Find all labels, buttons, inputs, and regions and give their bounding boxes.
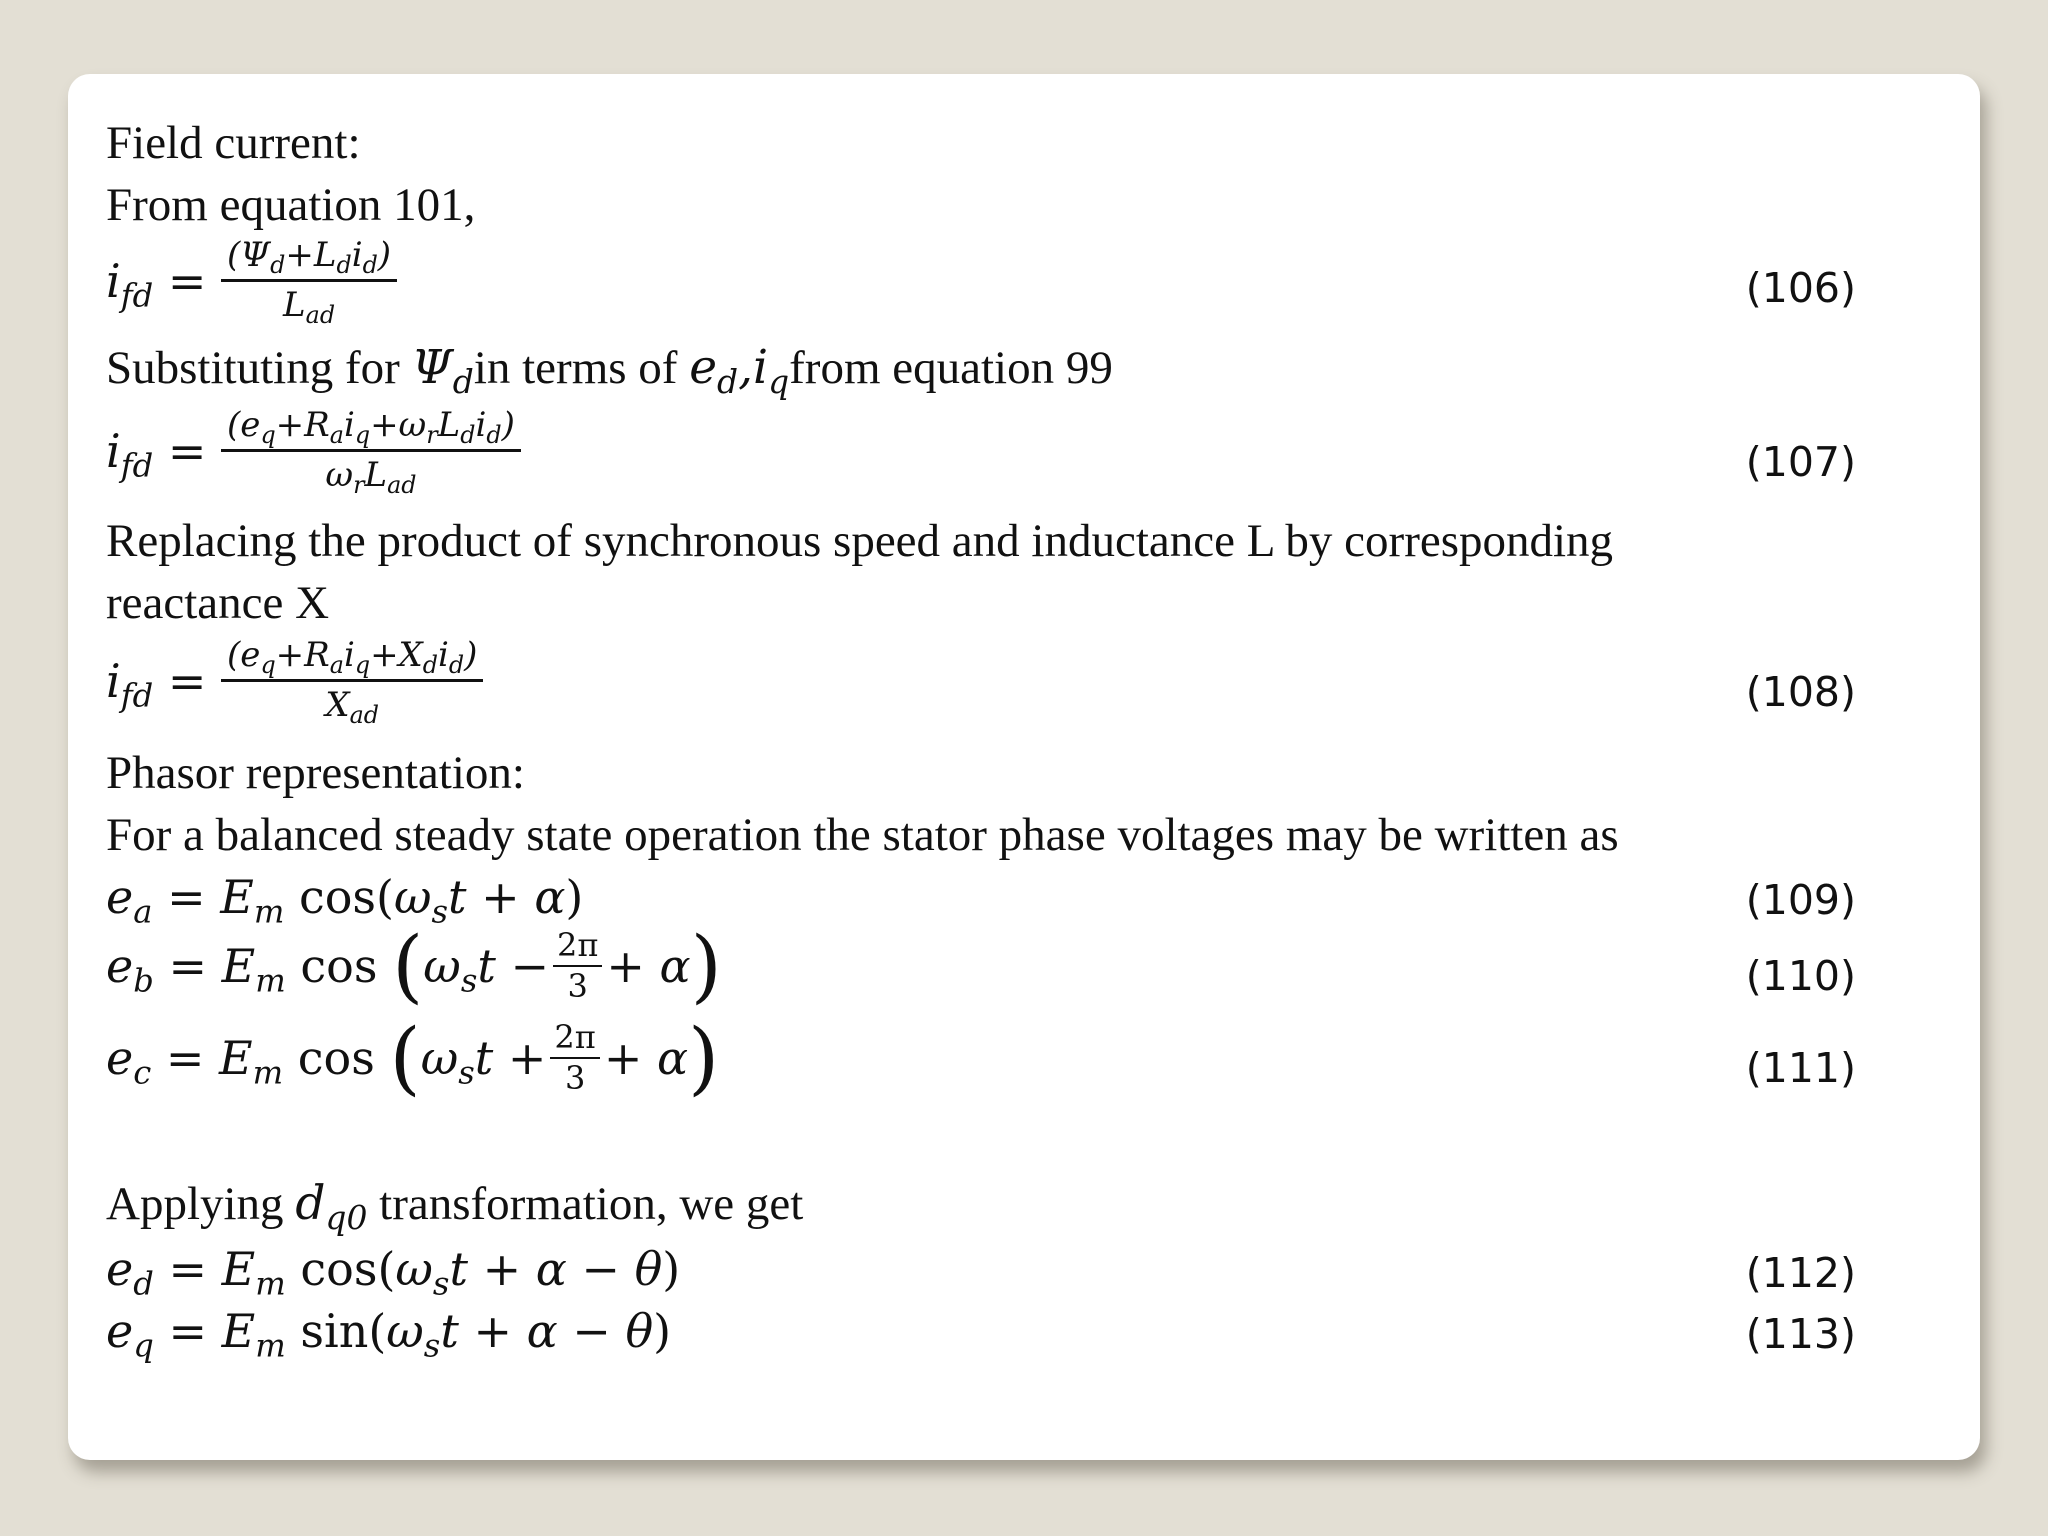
substituting-suffix: from equation 99 [789,342,1113,394]
equation-111: $e_c = E_m$ $\cos (\omega_st$ + $\frac{2\pi}{3}$ + α) [106,1011,720,1104]
equation-number-113: (113) [1745,1310,1856,1358]
cos-112: cos [300,1242,378,1296]
phasor-text: Phasor representation: [106,747,525,799]
equation-number-109: (109) [1745,876,1856,924]
two-pi-over-three-111 [550,1017,599,1097]
three-110: 3 [567,967,588,1005]
equation-113: $e_q = E_m$ $\sin(\omega_st + \alpha - \theta)$ [106,1304,672,1365]
fraction-106: $\frac{(\Psi_d+L_di_d)}{L_{ad}}$ [221,236,397,325]
field-current-text: Field current: [106,117,361,169]
equation-number-106: (106) [1745,264,1856,312]
three-111: 3 [564,1059,586,1097]
from-equation-text: From equation 101, [106,179,476,231]
heading-field-current [106,117,361,169]
balanced-line [106,809,1619,861]
equation-106: $i_{fd}$ = $\frac{(\Psi_d+L_di_d)}{L_{ad}}$ [106,236,397,325]
fraction-108: $\frac{(e_q+R_ai_q+X_di_d)}{X_{ad}}$ [221,636,483,725]
cos-109: cos [298,870,377,924]
equation-109: $e_a = E_m$ $\cos(\omega_st + \alpha)$ [106,870,584,931]
substituting-mid: in terms of [473,342,690,394]
equation-number-112: (112) [1745,1249,1856,1297]
equation-108: $i_{fd}$ = $\frac{(e_q+R_ai_q+X_di_d)}{X_{ad}}$ [106,636,483,725]
equation-number-107: (107) [1745,438,1856,486]
cos-110: cos [300,939,378,993]
applying-line: Applying $d_{q0}$ transformation, we get [106,1176,804,1237]
replacing-line-2 [106,577,330,629]
two-pi-110: 2π [553,928,602,967]
substituting-line: Substituting for $\Psi_din$ terms of $e_d,i_qfrom$ equation 99 [106,340,1113,401]
equation-112: $e_d = E_m$ $\cos(\omega_st + \alpha - \theta)$ [106,1242,681,1303]
cos-111: cos [297,1031,375,1085]
two-pi-over-three-110 [553,925,602,1005]
phasor-heading [106,747,525,799]
equation-107: $i_{fd}$ = $\frac{(e_q+R_ai_q+\omega_rL_di_d)}{\omega_rL_{ad}}$ [106,406,521,495]
applying-suffix: transformation, we get [367,1178,804,1230]
replacing-text-2: reactance X [106,577,330,629]
applying-prefix: Applying [106,1178,296,1230]
fraction-107: $\frac{(e_q+R_ai_q+\omega_rL_di_d)}{\omega_rL_{ad}}$ [221,406,521,495]
replacing-text-1: Replacing the product of synchronous speed and inductance L by corresponding [106,515,1614,567]
balanced-text: For a balanced steady state operation the stator phase voltages may be written as [106,809,1619,861]
equation-number-111: (111) [1745,1044,1856,1092]
two-pi-111: 2π [550,1020,599,1059]
replacing-line-1 [106,515,1614,567]
substituting-prefix: Substituting for [106,342,412,394]
equation-110: $e_b = E_m$ $\cos (\omega_st$ − $\frac{2\pi}{3}$ + α) [106,919,722,1012]
from-equation-line [106,179,476,231]
equation-number-110: (110) [1745,952,1856,1000]
equation-number-108: (108) [1745,668,1856,716]
sin-113: sin [300,1304,369,1358]
